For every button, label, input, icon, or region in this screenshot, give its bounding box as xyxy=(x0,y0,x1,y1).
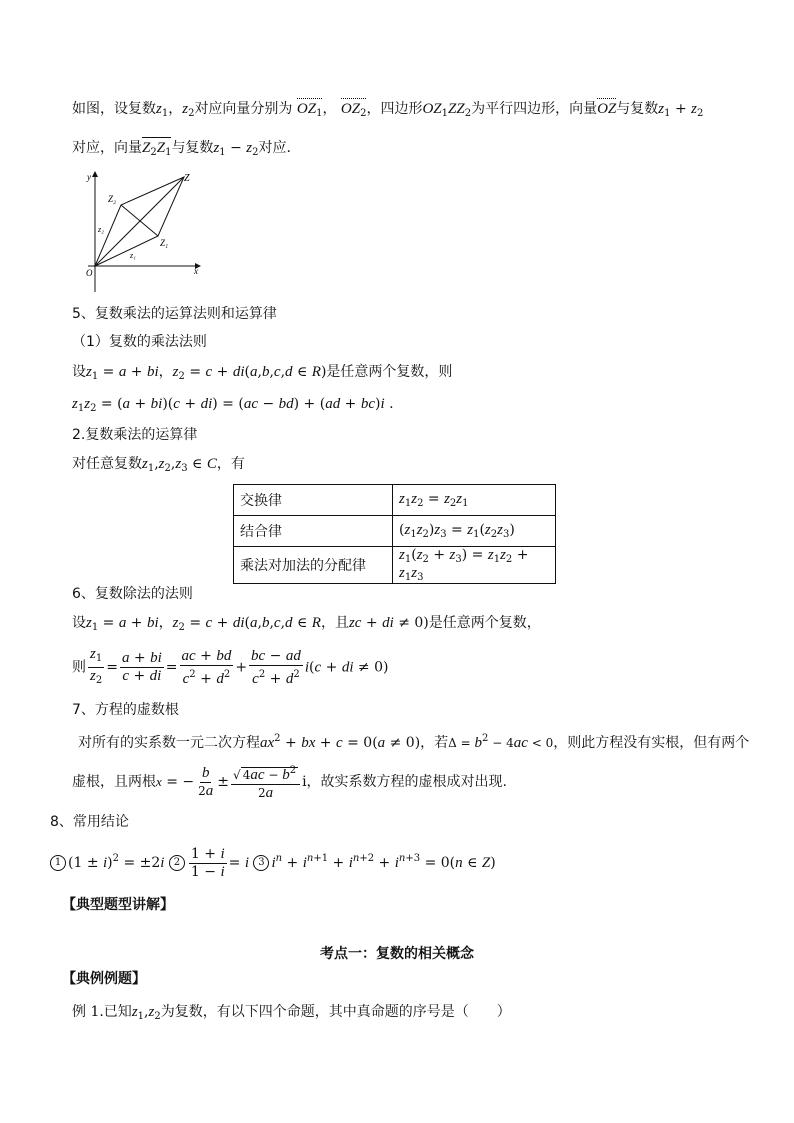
s8-title: 8、常用结论 xyxy=(50,814,129,830)
intro-text: 对应. xyxy=(258,140,291,156)
parallelogram-figure xyxy=(78,168,208,292)
circled-number: 2 xyxy=(169,855,185,871)
s7-title: 7、方程的虚数根 xyxy=(72,702,179,718)
label-z1: Z₁ xyxy=(160,238,169,248)
s5-title: 5、复数乘法的运算法则和运算律 xyxy=(72,306,277,322)
s5-have: ，有 xyxy=(216,456,245,472)
example1-text: 为复数，有以下四个命题，其中真命题的序号是（ ） xyxy=(160,1004,511,1020)
s7-line-2: 虚根，且两根x = − $\frac{b}{2a}$ ± $\frac{√ 4ac - b^2}{2a}$ i，故实系数方程的虚根成对出现. xyxy=(72,762,507,802)
s6-and: ，且 xyxy=(320,615,349,631)
s5-sub2: 2.复数乘法的运算律 xyxy=(72,427,198,443)
s5-any: 对任意复数 xyxy=(72,456,142,472)
kaodian-heading: 考点一：复数的相关概念 xyxy=(320,946,474,962)
s7-line-1: 对所有的实系数一元二次方程$ax^2$ + bx + c = 0(a ≠ 0)，若$\Delta = b^2 - 4ac < 0$，则此方程没有实根，但有两个 xyxy=(78,733,750,751)
s6-let-line: 设$z_1 = a$ + bi，$z_2 = c + di(a,b,c,d$ ∈ R，且zc + di ≠ 0)是任意两个复数， xyxy=(72,615,541,633)
intro-text: 为平行四边形，向量 xyxy=(471,101,598,117)
table-row xyxy=(234,547,556,584)
law-formula: $(z_1z_2)z_3 = z_1(z_2z_3)$ xyxy=(393,516,556,547)
s5-any-line: 对任意复数$z_1,z_2,z_3$ ∈ C，有 xyxy=(72,456,245,474)
label-s2: z₂ xyxy=(98,225,104,234)
law-name: 乘法对加法的分配律 xyxy=(234,547,393,584)
table-row xyxy=(234,485,556,516)
label-y: y xyxy=(87,172,91,182)
table-row xyxy=(234,516,556,547)
law-name: 结合律 xyxy=(234,516,393,547)
diagonal-oz xyxy=(95,177,184,266)
s7-text: ，则此方程没有实根，但有两个 xyxy=(553,735,750,751)
circled-number: 1 xyxy=(50,855,66,871)
s6-division-formula: 则 $\frac{z_1}{z_2}$ = $\frac{a + bi}{c + di}$ = $\frac{ac + bd}{c^2 + d^2}$ + $\frac{bc - ad}{c^2 + d^2}$ i(c + di ≠ 0) xyxy=(72,646,389,687)
s5-let: 设 xyxy=(72,364,86,380)
intro-text: 如图，设复数 xyxy=(72,101,156,117)
example-heading: 【典例例题】 xyxy=(62,971,146,987)
diagonal-z1z2 xyxy=(121,205,158,236)
intro-text: 与复数 xyxy=(171,140,214,156)
label-z: Z xyxy=(184,173,190,184)
s6-mid: 是任意两个复数， xyxy=(428,615,541,631)
intro-line-1: 如图，设复数$z_1$，$z_2$对应向量分别为 $OZ_1$， $OZ_2$，四边形$OZ_1ZZ_2$为平行四边形，向量OZ与复数$z_1 + z_2$ xyxy=(72,98,703,124)
label-x: x xyxy=(194,266,198,276)
s7-text: 虚根，且两根 xyxy=(72,774,156,790)
intro-text: 对应，向量 xyxy=(72,140,142,156)
s6-title: 6、复数除法的法则 xyxy=(72,586,193,602)
s5-sub1: （1）复数的乘法法则 xyxy=(72,334,207,350)
label-s1: z₁ xyxy=(130,251,136,260)
example-1: 例 1.已知$z_1,z_2$为复数，有以下四个命题，其中真命题的序号是（ ） xyxy=(72,1004,511,1022)
intro-text: 对应向量分别为 xyxy=(194,101,293,117)
s8-results: 1 $(1 \pm i)^2 = \pm 2i$ 2 $\frac{1 + i}{1 - i}$ = i 3 $i^n + i^{n+1} + i^{n+2} + i^{n+3} = 0(n$ ∈ Z) xyxy=(50,840,496,882)
circled-number: 3 xyxy=(253,855,269,871)
s5-let-line: 设$z_1 = a$ + bi，$z_2 = c + di(a,b,c,d$ ∈ R)是任意两个复数，则 xyxy=(72,364,453,382)
law-formula: $z_1(z_2 + z_3) = z_1z_2 + z_1z_3$ xyxy=(393,547,556,584)
intro-text: ，四边形 xyxy=(366,101,423,117)
s7-text: ，故实系数方程的虚根成对出现. xyxy=(306,774,507,790)
s5-mid: 是任意两个复数，则 xyxy=(326,364,453,380)
typical-heading: 【典型题型讲解】 xyxy=(62,897,174,913)
intro-line-2: 对应，向量$Z_2Z_1$与复数$z_1 - z_2$对应. xyxy=(72,137,291,163)
example1-prefix: 例 1.已知 xyxy=(72,1004,132,1020)
s6-let: 设 xyxy=(72,615,86,631)
label-z2: Z₂ xyxy=(108,194,117,204)
label-o: O xyxy=(86,268,93,278)
intro-text: 与复数 xyxy=(616,101,659,117)
s7-text: ，若 xyxy=(420,735,449,751)
intro-comma: ， xyxy=(168,101,183,117)
s7-text: 对所有的实系数一元二次方程 xyxy=(78,735,260,751)
s5-product-formula: $z_1z_2 = (a + bi)(c + di) = (ac - bd) + (ad + bc)i$ . xyxy=(72,396,394,414)
multiplication-laws-table xyxy=(233,484,556,584)
law-name: 交换律 xyxy=(234,485,393,516)
law-formula: $z_1z_2 = z_2z_1$ xyxy=(393,485,556,516)
s6-then: 则 xyxy=(72,659,86,676)
